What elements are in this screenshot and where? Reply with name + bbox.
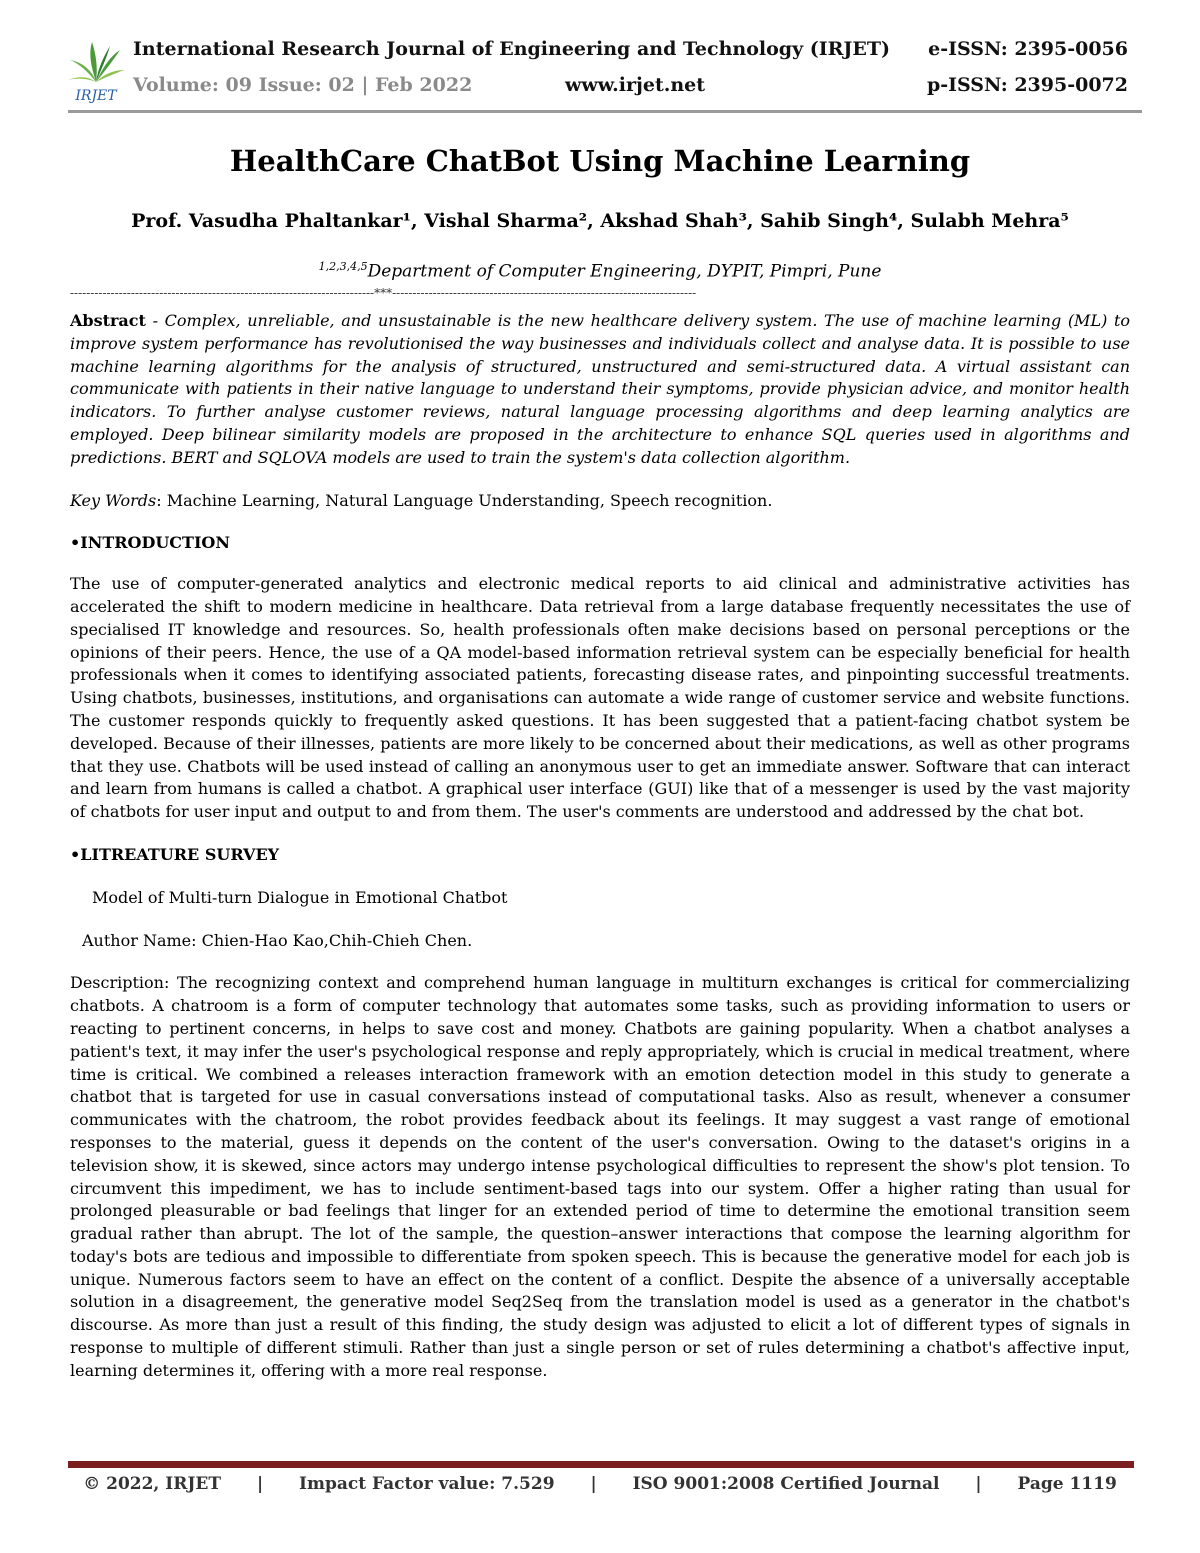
intro-paragraph: The use of computer-generated analytics and electronic medical reports to aid clinical and administrative activities has accelerated the shift to modern medicine in healthcare. Data retrieval from a large database frequently necessitates the use of specialised IT knowledge and resources. So, health professionals often make decisions based on personal perceptions or the opinions of their peers. Hence, the use of a QA model-based information retrieval system can be especially beneficial for health professionals when it comes to identifying associated patients, forecasting disease rates, and pinpointing successful treatments. Using chatbots, businesses, institutions, and organisations can automate a wide range of customer service and website functions. The customer responds quickly to frequently asked questions. It has been suggested that a patient-facing chatbot system be developed. Because of their illnesses, patients are more likely to be concerned about their medications, as well as other programs that they use. Chatbots will be used instead of calling an anonymous user to get an immediate answer. Software that can interact and learn from humans is called a chatbot. A graphical user interface (GUI) like that of a messenger is used by the vast majority of chatbots for user input and output to and from them. The user's comments are understood and addressed by the chat bot. [70,574,1130,822]
section-divider: ---------------------------------------------------------------------------***--------------------------------------------------------------------------- [70,286,697,300]
journal-website[interactable]: www.irjet.net [565,74,706,96]
header-divider [68,110,1142,113]
page-header [0,0,1200,115]
footer-rule [68,1461,1134,1468]
affiliation-marker: 1,2,3,4,5 [318,260,368,273]
survey-author-line: Author Name: Chien-Hao Kao,Chih-Chieh Chen. [82,930,473,950]
survey-description [70,972,1130,1382]
footer-iso: ISO 9001:2008 Certified Journal [632,1474,940,1494]
article-body [70,310,1130,1383]
footer-page-number: Page 1119 [1017,1474,1117,1494]
keywords [70,490,1130,513]
abstract-label: Abstract [70,311,146,330]
p-issn: p-ISSN: 2395-0072 [926,74,1128,96]
survey-heading: •LITREATURE SURVEY [70,844,280,864]
page-footer [0,1474,1200,1494]
footer-separator: | [256,1474,264,1494]
footer-copyright: © 2022, IRJET [83,1474,222,1494]
footer-separator: | [975,1474,982,1494]
keywords-text: : Machine Learning, Natural Language Understanding, Speech recognition. [156,490,773,510]
e-issn: e-ISSN: 2395-0056 [928,38,1128,60]
affiliation-text: Department of Computer Engineering, DYPIT, Pimpri, Pune [367,261,882,282]
footer-impact-factor: Impact Factor value: 7.529 [299,1474,555,1494]
logo-text: IRJET [75,88,117,104]
author-list: Prof. Vasudha Phaltankar¹, Vishal Sharma², Akshad Shah³, Sahib Singh⁴, Sulabh Mehra⁵ [131,210,1069,232]
volume-issue: Volume: 09 Issue: 02 | Feb 2022 [133,74,473,96]
keywords-label: Key Words [70,490,157,510]
irjet-logo-icon [66,38,126,104]
paper-title: HealthCare ChatBot Using Machine Learning [229,144,971,178]
journal-name: International Research Journal of Engineering and Technology (IRJET) [133,38,890,60]
description-label: Description: [70,973,170,993]
survey-paper-title: Model of Multi-turn Dialogue in Emotional Chatbot [92,887,508,907]
abstract-text: - Complex, unreliable, and unsustainable is the new healthcare delivery system. The use of machine learning (ML) to improve system performance has revolutionised the way businesses and individuals collect and analyse data. It is possible to use machine learning algorithms for the analysis of structured, unstructured and semi-structured data. A virtual assistant can communicate with patients in their native language to understand their symptoms, provide physician advice, and monitor health indicators. To further analyse customer reviews, natural language processing algorithms and deep learning analytics are employed. Deep bilinear similarity models are proposed in the architecture to enhance SQL queries used in algorithms and predictions. BERT and SQLOVA models are used to train the system's data collection algorithm. [70,311,1130,467]
affiliation [0,260,1200,282]
description-text: The recognizing context and comprehend human language in multiturn exchanges is critical for commercializing chatbots. A chatroom is a form of computer technology that automates some tasks, such as providing information to users or reacting to pertinent concerns, in helps to save cost and money. Chatbots are gaining popularity. When a chatbot analyses a patient's text, it may infer the user's psychological response and reply appropriately, which is crucial in medical treatment, where time is critical. We combined a releases interaction framework with an emotion detection model in this study to generate a chatbot that is targeted for use in casual conversations instead of computational tasks. Also as result, whenever a consumer communicates with the chatroom, the robot provides feedback about its feelings. It may suggest a vast range of emotional responses to the material, guess it depends on the content of the user's conversation. Owing to the dataset's origins in a television show, it is skewed, since actors may undergo intense psychological difficulties to represent the show's plot tension. To circumvent this impediment, we has to include sentiment-based tags into our system. Offer a higher rating than usual for prolonged pleasurable or bad feelings that linger for an extended period of time to determine the emotional transition seem gradual rather than abrupt. The lot of the sample, the question–answer interactions that compose the learning algorithm for today's bots are tedious and impossible to differentiate from spoken speech. This is because the generative model for each job is unique. Numerous factors seem to have an effect on the content of a conflict. Despite the absence of a universally acceptable solution in a disagreement, the generative model Seq2Seq from the translation model is used as a generator in the chatbot's discourse. As more than just a result of this finding, the study design was adjusted to elicit a lot of different types of signals in response to multiple of different stimuli. Rather than just a single person or set of rules determining a chatbot's affective input, learning determines it, offering with a more real response. [70,973,1130,1380]
intro-heading: •INTRODUCTION [70,533,230,553]
footer-separator: | [590,1474,597,1494]
abstract [70,310,1130,470]
